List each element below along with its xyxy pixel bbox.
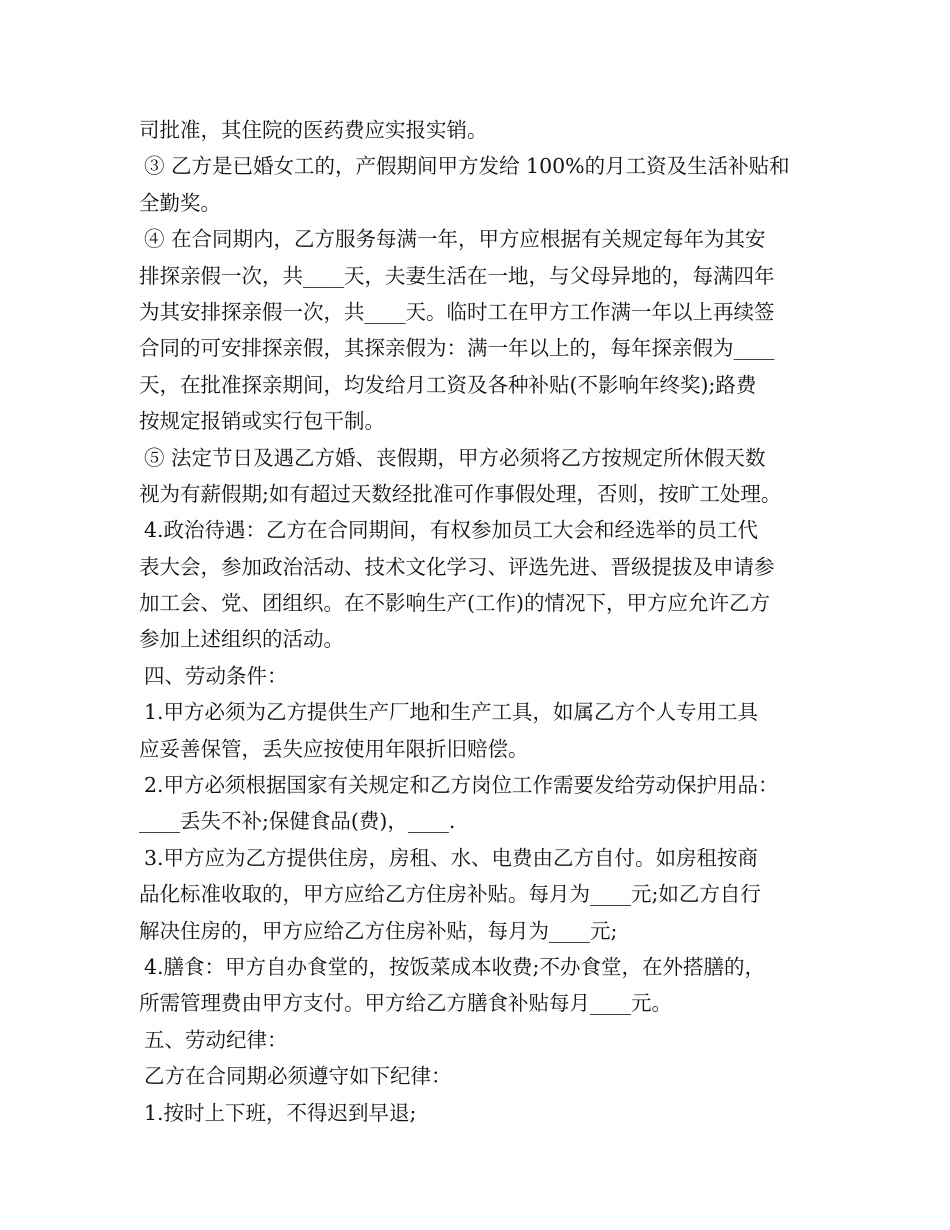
text-line: 全勤奖。 [139,190,221,215]
text-line: 参加上述组织的活动。 [139,627,344,652]
text-line: ④ 在合同期内，乙方服务每满一年，甲方应根据有关规定每年为其安 [144,227,766,252]
text-line: 合同的可安排探亲假，其探亲假为：满一年以上的，每年探亲假为____ [139,336,775,361]
text-line: ____丢失不补;保健食品(费)，____. [139,809,456,834]
text-line: 为其安排探亲假一次，共____天。临时工在甲方工作满一年以上再续签 [139,299,775,324]
text-line: ③ 乙方是已婚女工的，产假期间甲方发给 100%的月工资及生活补贴和 [144,154,790,179]
text-line: 视为有薪假期;如有超过天数经批准可作事假处理，否则，按旷工处理。 [139,481,782,506]
text-line: 4.政治待遇：乙方在合同期间，有权参加员工大会和经选举的员工代 [144,518,759,543]
text-line: 按规定报销或实行包干制。 [139,409,385,434]
text-line: 排探亲假一次，共____天，夫妻生活在一地，与父母异地的，每满四年 [139,263,775,288]
text-line: 五、劳动纪律： [144,1027,288,1052]
text-line: 1.甲方必须为乙方提供生产厂地和生产工具，如属乙方个人专用工具 [144,700,759,725]
text-line: ⑤ 法定节日及遇乙方婚、丧假期，甲方必须将乙方按规定所休假天数 [144,445,766,470]
text-line: 4.膳食：甲方自办食堂的，按饭菜成本收费;不办食堂，在外搭膳的， [144,954,765,979]
contract-text-body [139,112,829,1131]
text-line: 天，在批准探亲期间，均发给月工资及各种补贴(不影响年终奖);路费 [139,372,757,397]
text-line: 1.按时上下班，不得迟到早退; [144,1100,417,1125]
text-line: 解决住房的，甲方应给乙方住房补贴，每月为____元; [139,918,618,943]
text-line: 应妥善保管，丢失应按使用年限折旧赔偿。 [139,736,529,761]
text-line: 表大会，参加政治活动、技术文化学习、评选先进、晋级提拔及申请参 [139,554,775,579]
text-line: 2.甲方必须根据国家有关规定和乙方岗位工作需要发给劳动保护用品： [144,773,779,798]
text-line: 加工会、党、团组织。在不影响生产(工作)的情况下，甲方应允许乙方 [139,591,770,616]
text-line: 司批准，其住院的医药费应实报实销。 [139,118,488,142]
text-line: 四、劳动条件： [144,663,288,688]
text-line: 所需管理费由甲方支付。甲方给乙方膳食补贴每月____元。 [139,991,672,1016]
text-line: 品化标准收取的，甲方应给乙方住房补贴。每月为____元;如乙方自行 [139,882,761,907]
text-line: 3.甲方应为乙方提供住房，房租、水、电费由乙方自付。如房租按商 [144,845,759,870]
text-line: 乙方在合同期必须遵守如下纪律： [144,1064,452,1089]
